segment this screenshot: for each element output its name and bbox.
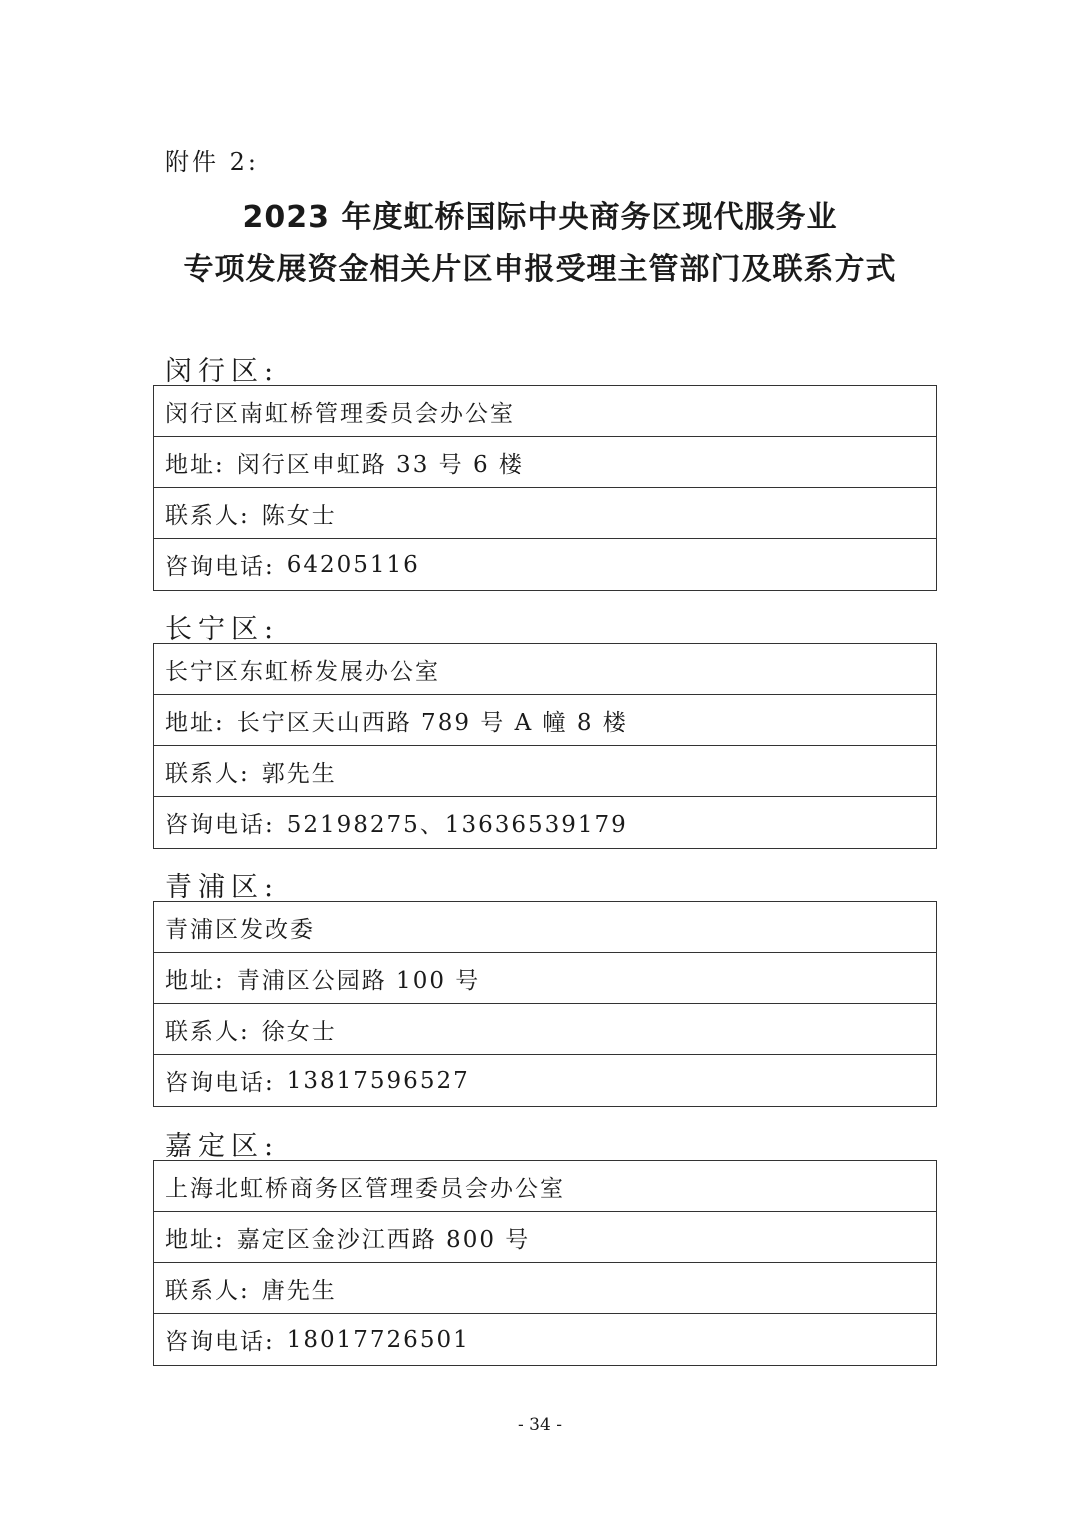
address-row xyxy=(154,695,936,746)
phone-row xyxy=(154,1055,936,1106)
address-label: 地址: xyxy=(165,1226,225,1253)
phone-label: 咨询电话: xyxy=(165,554,275,580)
info-table xyxy=(153,1160,937,1366)
phone-value: 13817596527 xyxy=(286,1067,470,1094)
district-heading: 长宁区: xyxy=(165,614,280,645)
address-value: 长宁区天山西路 789 号 A 幢 8 楼 xyxy=(236,709,628,736)
contact-label: 联系人: xyxy=(165,502,250,529)
phone-value: 52198275、13636539179 xyxy=(286,812,628,838)
address-label: 地址: xyxy=(165,451,225,478)
phone-label: 咨询电话: xyxy=(165,1070,275,1096)
contact-value: 唐先生 xyxy=(261,1277,337,1304)
document-title-line-1: 2023 年度虹桥国际中央商务区现代服务业 xyxy=(242,200,838,235)
district-heading: 青浦区: xyxy=(165,872,280,903)
address-label: 地址: xyxy=(165,967,225,994)
phone-row xyxy=(154,539,936,590)
contact-label: 联系人: xyxy=(165,1018,250,1045)
contact-row xyxy=(154,746,936,797)
contact-value: 徐女士 xyxy=(261,1018,337,1045)
phone-value: 64205116 xyxy=(286,551,420,578)
info-table xyxy=(153,643,937,849)
office-name: 长宁区东虹桥发展办公室 xyxy=(165,658,440,685)
phone-row xyxy=(154,797,936,848)
address-value: 青浦区公园路 100 号 xyxy=(236,967,481,994)
office-name: 青浦区发改委 xyxy=(165,916,315,943)
office-name: 闵行区南虹桥管理委员会办公室 xyxy=(165,400,515,427)
district-heading: 嘉定区: xyxy=(165,1131,280,1162)
phone-label: 咨询电话: xyxy=(165,1329,275,1355)
office-row xyxy=(154,902,936,953)
address-value: 嘉定区金沙江西路 800 号 xyxy=(236,1226,531,1253)
contact-row xyxy=(154,1263,936,1314)
address-row xyxy=(154,437,936,488)
contact-value: 陈女士 xyxy=(261,502,337,529)
document-title-line-2: 专项发展资金相关片区申报受理主管部门及联系方式 xyxy=(183,252,897,287)
phone-value: 18017726501 xyxy=(286,1326,470,1353)
attachment-label: 附件 2: xyxy=(165,148,259,176)
office-name: 上海北虹桥商务区管理委员会办公室 xyxy=(165,1175,565,1202)
info-table xyxy=(153,385,937,591)
info-table xyxy=(153,901,937,1107)
phone-row xyxy=(154,1314,936,1365)
contact-row xyxy=(154,488,936,539)
district-heading: 闵行区: xyxy=(165,356,280,387)
contact-row xyxy=(154,1004,936,1055)
office-row xyxy=(154,386,936,437)
address-label: 地址: xyxy=(165,709,225,736)
contact-label: 联系人: xyxy=(165,760,250,787)
page-number: - 34 - xyxy=(518,1415,562,1435)
office-row xyxy=(154,644,936,695)
phone-label: 咨询电话: xyxy=(165,812,275,838)
address-value: 闵行区申虹路 33 号 6 楼 xyxy=(236,451,524,478)
contact-label: 联系人: xyxy=(165,1277,250,1304)
address-row xyxy=(154,1212,936,1263)
address-row xyxy=(154,953,936,1004)
office-row xyxy=(154,1161,936,1212)
contact-value: 郭先生 xyxy=(261,760,337,787)
